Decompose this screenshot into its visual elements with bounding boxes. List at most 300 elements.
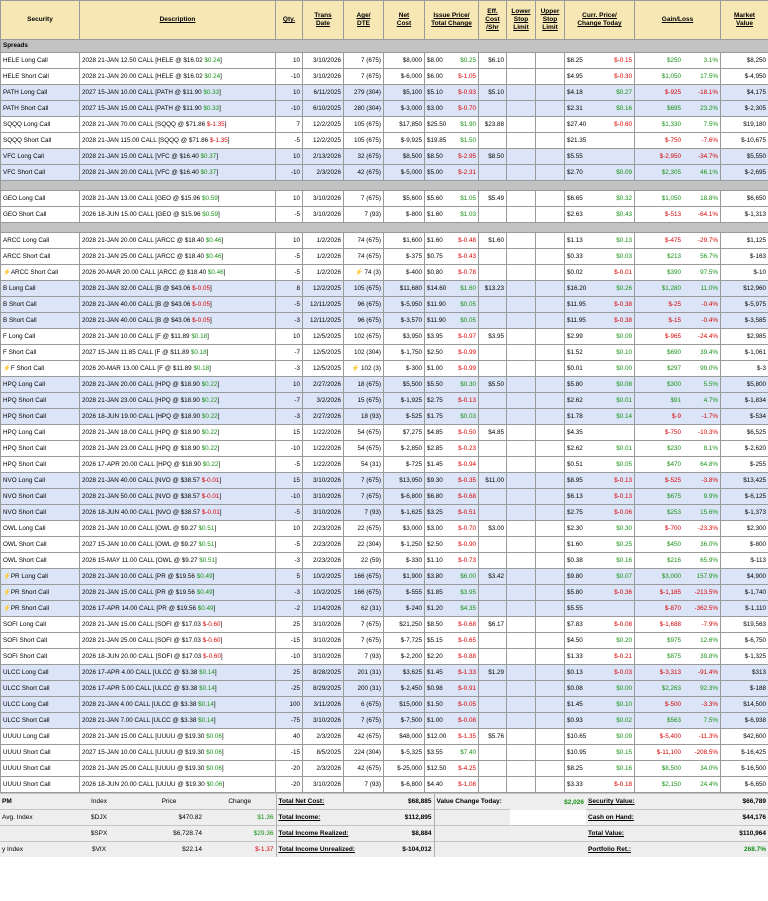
table-row[interactable] (1, 489, 768, 505)
age-dte-cell[interactable] (344, 249, 384, 265)
security-cell[interactable] (1, 85, 80, 101)
upper-stop-cell[interactable] (536, 761, 565, 777)
net-cost-cell[interactable]: $-5,950 (384, 297, 425, 313)
eff-cost-cell[interactable] (479, 393, 507, 409)
security-cell[interactable] (1, 569, 80, 585)
issue-price-cell[interactable] (425, 69, 479, 85)
gain-loss-cell[interactable] (635, 745, 721, 761)
market-value-cell[interactable]: $5,800 (721, 377, 768, 393)
trans-date-cell[interactable]: 8/5/2025 (303, 745, 344, 761)
eff-cost-cell[interactable] (479, 697, 507, 713)
gain-loss-cell[interactable] (635, 457, 721, 473)
curr-price-cell[interactable] (565, 601, 635, 617)
qty-cell[interactable]: 10 (276, 329, 303, 345)
qty-cell[interactable]: 25 (276, 665, 303, 681)
net-cost-cell[interactable]: $8,000 (384, 53, 425, 69)
market-value-cell[interactable]: $14,500 (721, 697, 768, 713)
net-cost-cell[interactable]: $-525 (384, 409, 425, 425)
age-dte-cell[interactable] (344, 633, 384, 649)
table-row[interactable] (1, 633, 768, 649)
lower-stop-cell[interactable] (507, 393, 536, 409)
market-value-cell[interactable]: $-3,585 (721, 313, 768, 329)
description-cell[interactable] (80, 537, 276, 553)
trans-date-cell[interactable]: 6/11/2025 (303, 85, 344, 101)
net-cost-cell[interactable]: $48,000 (384, 729, 425, 745)
market-value-cell[interactable]: $19,563 (721, 617, 768, 633)
market-value-cell[interactable]: $-2,695 (721, 165, 768, 181)
gain-loss-cell[interactable] (635, 665, 721, 681)
lower-stop-cell[interactable] (507, 729, 536, 745)
description-cell[interactable] (80, 473, 276, 489)
lower-stop-cell[interactable] (507, 425, 536, 441)
age-dte-cell[interactable] (344, 553, 384, 569)
table-row[interactable] (1, 649, 768, 665)
eff-cost-cell[interactable] (479, 777, 507, 793)
col-gain-loss[interactable]: Gain/Loss (635, 1, 721, 40)
issue-price-cell[interactable] (425, 537, 479, 553)
trans-date-cell[interactable]: 6/10/2025 (303, 101, 344, 117)
eff-cost-cell[interactable]: $8.50 (479, 149, 507, 165)
upper-stop-cell[interactable] (536, 681, 565, 697)
table-row[interactable] (1, 777, 768, 793)
qty-cell[interactable]: -5 (276, 249, 303, 265)
market-value-cell[interactable]: $-10,675 (721, 133, 768, 149)
col-description[interactable]: Description (80, 1, 276, 40)
age-dte-cell[interactable] (344, 681, 384, 697)
gain-loss-cell[interactable] (635, 133, 721, 149)
curr-price-cell[interactable] (565, 729, 635, 745)
description-cell[interactable] (80, 117, 276, 133)
description-cell[interactable] (80, 149, 276, 165)
upper-stop-cell[interactable] (536, 297, 565, 313)
description-cell[interactable] (80, 345, 276, 361)
table-row[interactable] (1, 425, 768, 441)
qty-cell[interactable]: -3 (276, 361, 303, 377)
curr-price-cell[interactable] (565, 441, 635, 457)
description-cell[interactable] (80, 361, 276, 377)
description-cell[interactable] (80, 165, 276, 181)
eff-cost-cell[interactable] (479, 101, 507, 117)
table-row[interactable] (1, 585, 768, 601)
gain-loss-cell[interactable] (635, 585, 721, 601)
qty-cell[interactable]: -5 (276, 505, 303, 521)
age-dte-cell[interactable] (344, 377, 384, 393)
trans-date-cell[interactable]: 1/22/2026 (303, 457, 344, 473)
lower-stop-cell[interactable] (507, 361, 536, 377)
security-cell[interactable] (1, 441, 80, 457)
curr-price-cell[interactable] (565, 361, 635, 377)
col-age-dte[interactable]: Age/ DTE (344, 1, 384, 40)
curr-price-cell[interactable] (565, 473, 635, 489)
table-row[interactable] (1, 409, 768, 425)
security-cell[interactable] (1, 697, 80, 713)
net-cost-cell[interactable]: $-25,000 (384, 761, 425, 777)
age-dte-cell[interactable] (344, 489, 384, 505)
age-dte-cell[interactable] (344, 313, 384, 329)
eff-cost-cell[interactable]: $11.00 (479, 473, 507, 489)
gain-loss-cell[interactable] (635, 313, 721, 329)
qty-cell[interactable]: 10 (276, 233, 303, 249)
upper-stop-cell[interactable] (536, 745, 565, 761)
security-cell[interactable] (1, 777, 80, 793)
upper-stop-cell[interactable] (536, 207, 565, 223)
gain-loss-cell[interactable] (635, 441, 721, 457)
qty-cell[interactable]: 15 (276, 425, 303, 441)
curr-price-cell[interactable] (565, 265, 635, 281)
qty-cell[interactable]: -7 (276, 345, 303, 361)
market-value-cell[interactable]: $-188 (721, 681, 768, 697)
description-cell[interactable] (80, 681, 276, 697)
gain-loss-cell[interactable] (635, 191, 721, 207)
security-cell[interactable] (1, 761, 80, 777)
qty-cell[interactable]: -3 (276, 313, 303, 329)
gain-loss-cell[interactable] (635, 149, 721, 165)
qty-cell[interactable]: 15 (276, 473, 303, 489)
curr-price-cell[interactable] (565, 713, 635, 729)
age-dte-cell[interactable] (344, 521, 384, 537)
issue-price-cell[interactable] (425, 265, 479, 281)
lower-stop-cell[interactable] (507, 377, 536, 393)
net-cost-cell[interactable]: $-1,625 (384, 505, 425, 521)
upper-stop-cell[interactable] (536, 617, 565, 633)
table-row[interactable] (1, 745, 768, 761)
table-row[interactable] (1, 297, 768, 313)
upper-stop-cell[interactable] (536, 777, 565, 793)
gain-loss-cell[interactable] (635, 53, 721, 69)
age-dte-cell[interactable] (344, 69, 384, 85)
issue-price-cell[interactable] (425, 441, 479, 457)
market-value-cell[interactable]: $4,175 (721, 85, 768, 101)
curr-price-cell[interactable] (565, 53, 635, 69)
table-row[interactable] (1, 505, 768, 521)
curr-price-cell[interactable] (565, 649, 635, 665)
age-dte-cell[interactable] (344, 729, 384, 745)
upper-stop-cell[interactable] (536, 85, 565, 101)
table-row[interactable] (1, 313, 768, 329)
trans-date-cell[interactable]: 3/2/2026 (303, 393, 344, 409)
trans-date-cell[interactable]: 2/23/2026 (303, 537, 344, 553)
net-cost-cell[interactable]: $1,600 (384, 233, 425, 249)
upper-stop-cell[interactable] (536, 425, 565, 441)
age-dte-cell[interactable] (344, 777, 384, 793)
gain-loss-cell[interactable] (635, 329, 721, 345)
issue-price-cell[interactable] (425, 377, 479, 393)
description-cell[interactable] (80, 53, 276, 69)
security-cell[interactable] (1, 313, 80, 329)
net-cost-cell[interactable]: $-300 (384, 361, 425, 377)
curr-price-cell[interactable] (565, 697, 635, 713)
trans-date-cell[interactable]: 12/11/2025 (303, 313, 344, 329)
issue-price-cell[interactable] (425, 457, 479, 473)
trans-date-cell[interactable]: 12/5/2025 (303, 345, 344, 361)
market-value-cell[interactable]: $-1,740 (721, 585, 768, 601)
qty-cell[interactable]: 10 (276, 191, 303, 207)
qty-cell[interactable]: 7 (276, 117, 303, 133)
table-row[interactable] (1, 207, 768, 223)
col-security[interactable]: Security (1, 1, 80, 40)
upper-stop-cell[interactable] (536, 233, 565, 249)
gain-loss-cell[interactable] (635, 85, 721, 101)
eff-cost-cell[interactable] (479, 207, 507, 223)
market-value-cell[interactable]: $-6,750 (721, 633, 768, 649)
trans-date-cell[interactable]: 12/2/2025 (303, 281, 344, 297)
description-cell[interactable] (80, 249, 276, 265)
qty-cell[interactable]: -3 (276, 553, 303, 569)
gain-loss-cell[interactable] (635, 681, 721, 697)
table-row[interactable] (1, 165, 768, 181)
trans-date-cell[interactable]: 3/10/2026 (303, 207, 344, 223)
net-cost-cell[interactable]: $-7,725 (384, 633, 425, 649)
upper-stop-cell[interactable] (536, 133, 565, 149)
lower-stop-cell[interactable] (507, 665, 536, 681)
age-dte-cell[interactable] (344, 85, 384, 101)
curr-price-cell[interactable] (565, 745, 635, 761)
curr-price-cell[interactable] (565, 345, 635, 361)
net-cost-cell[interactable]: $-2,200 (384, 649, 425, 665)
security-cell[interactable] (1, 617, 80, 633)
table-row[interactable] (1, 53, 768, 69)
lower-stop-cell[interactable] (507, 345, 536, 361)
description-cell[interactable] (80, 441, 276, 457)
net-cost-cell[interactable]: $8,500 (384, 149, 425, 165)
curr-price-cell[interactable] (565, 425, 635, 441)
trans-date-cell[interactable]: 1/22/2026 (303, 441, 344, 457)
lower-stop-cell[interactable] (507, 457, 536, 473)
col-lower-stop[interactable]: Lower Stop Limit (507, 1, 536, 40)
age-dte-cell[interactable] (344, 713, 384, 729)
issue-price-cell[interactable] (425, 297, 479, 313)
market-value-cell[interactable]: $42,600 (721, 729, 768, 745)
upper-stop-cell[interactable] (536, 665, 565, 681)
upper-stop-cell[interactable] (536, 569, 565, 585)
security-cell[interactable] (1, 649, 80, 665)
col-net-cost[interactable]: Net Cost (384, 1, 425, 40)
qty-cell[interactable]: -5 (276, 457, 303, 473)
net-cost-cell[interactable]: $-5,325 (384, 745, 425, 761)
market-value-cell[interactable]: $-1,325 (721, 649, 768, 665)
age-dte-cell[interactable] (344, 53, 384, 69)
description-cell[interactable] (80, 745, 276, 761)
issue-price-cell[interactable] (425, 505, 479, 521)
gain-loss-cell[interactable] (635, 281, 721, 297)
market-value-cell[interactable]: $313 (721, 665, 768, 681)
issue-price-cell[interactable] (425, 617, 479, 633)
lower-stop-cell[interactable] (507, 521, 536, 537)
net-cost-cell[interactable]: $-6,800 (384, 489, 425, 505)
issue-price-cell[interactable] (425, 249, 479, 265)
lower-stop-cell[interactable] (507, 681, 536, 697)
market-value-cell[interactable]: $1,125 (721, 233, 768, 249)
net-cost-cell[interactable]: $-3,570 (384, 313, 425, 329)
col-curr-price[interactable]: Curr. Price/ Change Today (565, 1, 635, 40)
trans-date-cell[interactable]: 10/2/2025 (303, 585, 344, 601)
lower-stop-cell[interactable] (507, 117, 536, 133)
upper-stop-cell[interactable] (536, 457, 565, 473)
qty-cell[interactable]: 10 (276, 377, 303, 393)
market-value-cell[interactable]: $-2,305 (721, 101, 768, 117)
trans-date-cell[interactable]: 8/29/2025 (303, 681, 344, 697)
net-cost-cell[interactable]: $-6,000 (384, 69, 425, 85)
description-cell[interactable] (80, 553, 276, 569)
eff-cost-cell[interactable] (479, 133, 507, 149)
issue-price-cell[interactable] (425, 585, 479, 601)
qty-cell[interactable]: -15 (276, 633, 303, 649)
net-cost-cell[interactable]: $-330 (384, 553, 425, 569)
eff-cost-cell[interactable] (479, 505, 507, 521)
issue-price-cell[interactable] (425, 53, 479, 69)
issue-price-cell[interactable] (425, 165, 479, 181)
eff-cost-cell[interactable]: $23.88 (479, 117, 507, 133)
age-dte-cell[interactable] (344, 425, 384, 441)
age-dte-cell[interactable] (344, 361, 384, 377)
table-row[interactable] (1, 681, 768, 697)
net-cost-cell[interactable]: $-5,000 (384, 165, 425, 181)
eff-cost-cell[interactable] (479, 553, 507, 569)
age-dte-cell[interactable] (344, 149, 384, 165)
gain-loss-cell[interactable] (635, 265, 721, 281)
trans-date-cell[interactable]: 3/10/2026 (303, 473, 344, 489)
qty-cell[interactable]: 100 (276, 697, 303, 713)
lower-stop-cell[interactable] (507, 233, 536, 249)
net-cost-cell[interactable]: $17,850 (384, 117, 425, 133)
table-row[interactable] (1, 393, 768, 409)
security-cell[interactable] (1, 681, 80, 697)
market-value-cell[interactable]: $-800 (721, 537, 768, 553)
issue-price-cell[interactable] (425, 745, 479, 761)
security-cell[interactable] (1, 265, 80, 281)
market-value-cell[interactable]: $-1,061 (721, 345, 768, 361)
market-value-cell[interactable]: $-16,425 (721, 745, 768, 761)
description-cell[interactable] (80, 601, 276, 617)
issue-price-cell[interactable] (425, 521, 479, 537)
upper-stop-cell[interactable] (536, 69, 565, 85)
description-cell[interactable] (80, 505, 276, 521)
trans-date-cell[interactable]: 3/10/2026 (303, 53, 344, 69)
lower-stop-cell[interactable] (507, 53, 536, 69)
eff-cost-cell[interactable] (479, 441, 507, 457)
issue-price-cell[interactable] (425, 569, 479, 585)
net-cost-cell[interactable]: $-240 (384, 601, 425, 617)
description-cell[interactable] (80, 761, 276, 777)
net-cost-cell[interactable]: $-400 (384, 265, 425, 281)
trans-date-cell[interactable]: 2/23/2026 (303, 521, 344, 537)
table-row[interactable] (1, 713, 768, 729)
description-cell[interactable] (80, 69, 276, 85)
age-dte-cell[interactable] (344, 585, 384, 601)
lower-stop-cell[interactable] (507, 191, 536, 207)
net-cost-cell[interactable]: $5,100 (384, 85, 425, 101)
table-row[interactable] (1, 665, 768, 681)
gain-loss-cell[interactable] (635, 233, 721, 249)
market-value-cell[interactable]: $-1,373 (721, 505, 768, 521)
upper-stop-cell[interactable] (536, 361, 565, 377)
market-value-cell[interactable]: $-10 (721, 265, 768, 281)
curr-price-cell[interactable] (565, 393, 635, 409)
gain-loss-cell[interactable] (635, 345, 721, 361)
lower-stop-cell[interactable] (507, 585, 536, 601)
trans-date-cell[interactable]: 3/10/2026 (303, 633, 344, 649)
age-dte-cell[interactable] (344, 117, 384, 133)
issue-price-cell[interactable] (425, 553, 479, 569)
gain-loss-cell[interactable] (635, 729, 721, 745)
upper-stop-cell[interactable] (536, 441, 565, 457)
description-cell[interactable] (80, 665, 276, 681)
table-row[interactable] (1, 377, 768, 393)
lower-stop-cell[interactable] (507, 569, 536, 585)
curr-price-cell[interactable] (565, 681, 635, 697)
eff-cost-cell[interactable]: $6.17 (479, 617, 507, 633)
lower-stop-cell[interactable] (507, 207, 536, 223)
security-cell[interactable] (1, 665, 80, 681)
issue-price-cell[interactable] (425, 393, 479, 409)
lower-stop-cell[interactable] (507, 281, 536, 297)
table-row[interactable] (1, 601, 768, 617)
age-dte-cell[interactable] (344, 165, 384, 181)
issue-price-cell[interactable] (425, 149, 479, 165)
age-dte-cell[interactable] (344, 505, 384, 521)
security-cell[interactable] (1, 133, 80, 149)
curr-price-cell[interactable] (565, 313, 635, 329)
curr-price-cell[interactable] (565, 69, 635, 85)
gain-loss-cell[interactable] (635, 505, 721, 521)
table-row[interactable] (1, 117, 768, 133)
net-cost-cell[interactable]: $-555 (384, 585, 425, 601)
lower-stop-cell[interactable] (507, 617, 536, 633)
lower-stop-cell[interactable] (507, 601, 536, 617)
qty-cell[interactable]: -10 (276, 489, 303, 505)
eff-cost-cell[interactable]: $1.60 (479, 233, 507, 249)
eff-cost-cell[interactable] (479, 297, 507, 313)
table-row[interactable] (1, 149, 768, 165)
gain-loss-cell[interactable] (635, 393, 721, 409)
lower-stop-cell[interactable] (507, 165, 536, 181)
description-cell[interactable] (80, 265, 276, 281)
market-value-cell[interactable]: $-2,620 (721, 441, 768, 457)
market-value-cell[interactable]: $-16,500 (721, 761, 768, 777)
gain-loss-cell[interactable] (635, 101, 721, 117)
gain-loss-cell[interactable] (635, 713, 721, 729)
description-cell[interactable] (80, 393, 276, 409)
issue-price-cell[interactable] (425, 665, 479, 681)
security-cell[interactable] (1, 425, 80, 441)
gain-loss-cell[interactable] (635, 649, 721, 665)
qty-cell[interactable]: -7 (276, 393, 303, 409)
qty-cell[interactable]: -3 (276, 409, 303, 425)
table-row[interactable] (1, 329, 768, 345)
curr-price-cell[interactable] (565, 585, 635, 601)
trans-date-cell[interactable]: 2/3/2026 (303, 761, 344, 777)
age-dte-cell[interactable] (344, 281, 384, 297)
age-dte-cell[interactable] (344, 697, 384, 713)
issue-price-cell[interactable] (425, 713, 479, 729)
description-cell[interactable] (80, 281, 276, 297)
table-row[interactable] (1, 281, 768, 297)
security-cell[interactable] (1, 149, 80, 165)
eff-cost-cell[interactable]: $5.10 (479, 85, 507, 101)
lower-stop-cell[interactable] (507, 697, 536, 713)
lower-stop-cell[interactable] (507, 133, 536, 149)
curr-price-cell[interactable] (565, 505, 635, 521)
upper-stop-cell[interactable] (536, 473, 565, 489)
eff-cost-cell[interactable]: $3.42 (479, 569, 507, 585)
description-cell[interactable] (80, 329, 276, 345)
qty-cell[interactable]: 5 (276, 569, 303, 585)
security-cell[interactable] (1, 377, 80, 393)
issue-price-cell[interactable] (425, 425, 479, 441)
net-cost-cell[interactable]: $1,900 (384, 569, 425, 585)
upper-stop-cell[interactable] (536, 165, 565, 181)
age-dte-cell[interactable] (344, 745, 384, 761)
